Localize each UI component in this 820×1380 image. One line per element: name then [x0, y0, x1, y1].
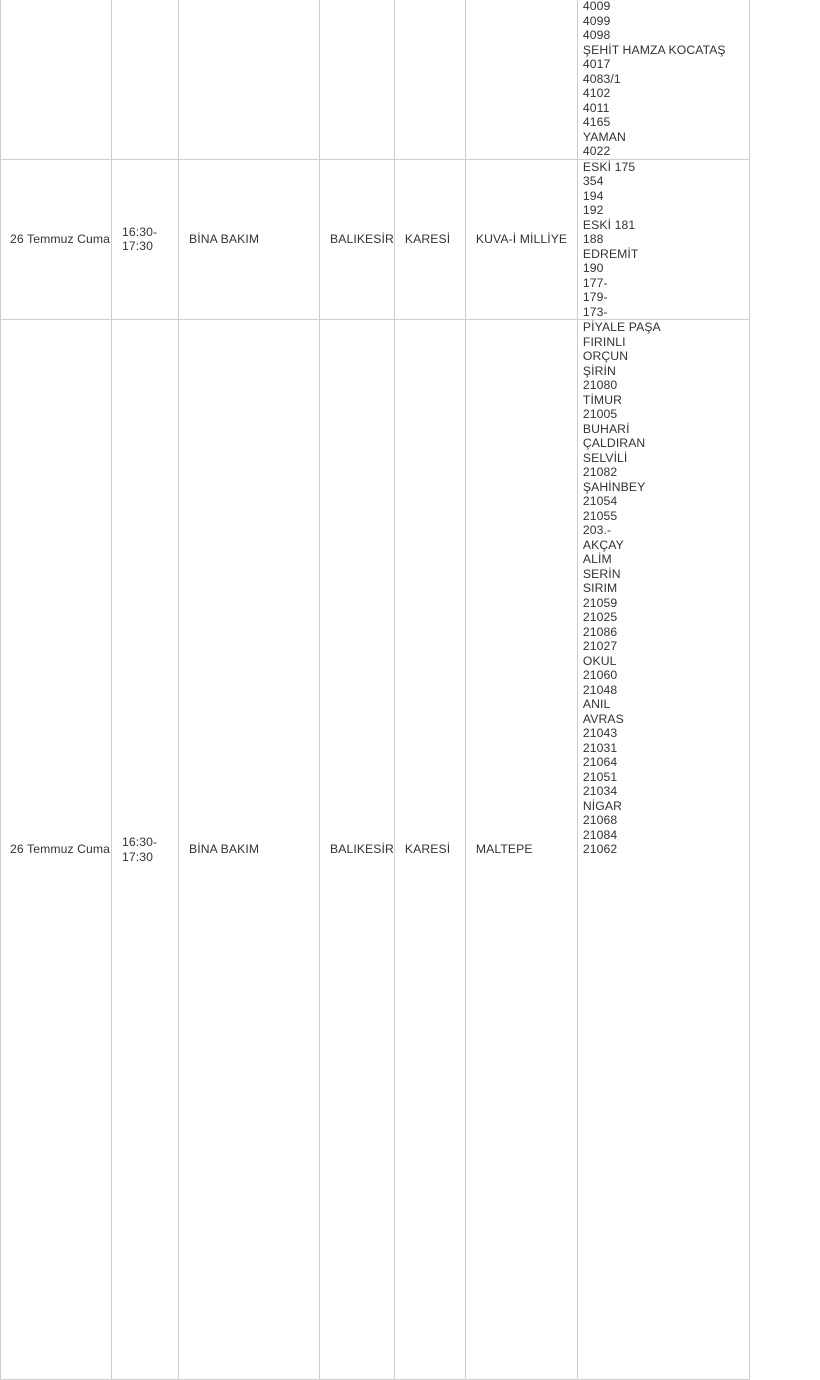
- street-name: 21025: [582, 610, 618, 624]
- street-name: 21059: [582, 595, 618, 610]
- neighborhood-cell: [465, 0, 577, 159]
- table-row: [1, 0, 750, 159]
- streets-cell: [577, 320, 749, 1380]
- street-name: BUHARİ: [582, 421, 630, 436]
- district-cell: KARESİ: [394, 159, 465, 320]
- street-name: 179-: [582, 290, 608, 304]
- street-name: 4098: [582, 28, 611, 42]
- street-name: ŞAHİNBEY: [582, 479, 646, 494]
- street-name: YAMAN: [582, 129, 626, 144]
- neighborhood-cell: KUVA-İ MİLLİYE: [465, 159, 577, 320]
- streets-cell: [577, 0, 749, 159]
- street-name: 4009: [582, 0, 611, 13]
- street-name: 4017: [582, 57, 611, 71]
- street-name: 21031: [582, 740, 618, 755]
- street-name: 21086: [582, 624, 618, 639]
- street-name: ÇALDIRAN: [582, 436, 646, 450]
- street-name: PİYALE PAŞA: [582, 320, 661, 334]
- street-name: OKUL: [582, 653, 617, 668]
- street-name: 203.-: [582, 523, 612, 537]
- date-cell: [1, 0, 112, 159]
- street-name: ESKİ 181: [582, 217, 636, 232]
- table-body: [1, 0, 750, 1380]
- street-name: ŞİRİN: [582, 363, 616, 378]
- street-name: TİMUR: [582, 392, 622, 407]
- street-name: NİGAR: [582, 798, 623, 813]
- street-name: ESKİ 175: [582, 159, 636, 174]
- street-name: AKÇAY: [582, 537, 624, 552]
- street-name: 194: [582, 188, 604, 203]
- street-name: 4022: [582, 144, 611, 158]
- reason-cell: [179, 0, 320, 159]
- street-name: 4165: [582, 115, 611, 129]
- reason-cell: BİNA BAKIM: [179, 159, 320, 320]
- street-name: AVRAS: [582, 711, 624, 726]
- street-name: 21082: [582, 465, 618, 479]
- neighborhood-cell: MALTEPE: [465, 320, 577, 1380]
- street-name: 21005: [582, 407, 618, 421]
- street-name: 4083/1: [582, 71, 621, 86]
- street-name: ALİM: [582, 552, 612, 566]
- time-cell: [112, 0, 179, 159]
- street-name: ŞEHİT HAMZA KOCATAŞ: [582, 42, 726, 57]
- street-name: 21062: [582, 842, 618, 856]
- street-name: 21043: [582, 726, 618, 740]
- province-cell: BALIKESİR: [320, 159, 395, 320]
- street-name: SERİN: [582, 566, 621, 581]
- street-name: 21068: [582, 813, 618, 827]
- street-name: SELVİLİ: [582, 450, 628, 465]
- date-cell: 26 Temmuz Cuma: [1, 159, 112, 320]
- street-name: 4099: [582, 13, 611, 28]
- district-cell: KARESİ: [394, 320, 465, 1380]
- street-name: 21054: [582, 494, 618, 508]
- street-name: 21080: [582, 378, 618, 392]
- street-name: 192: [582, 203, 604, 217]
- street-name: 173-: [582, 304, 608, 319]
- district-cell: [394, 0, 465, 159]
- time-cell: 16:30-17:30: [112, 320, 179, 1380]
- street-name: SIRIM: [582, 581, 618, 595]
- street-name: 190: [582, 261, 604, 275]
- street-name: 21051: [582, 769, 618, 784]
- street-name: 21084: [582, 827, 618, 842]
- table-row: [1, 159, 750, 320]
- street-name: 21034: [582, 784, 618, 798]
- street-name: EDREMİT: [582, 246, 639, 261]
- time-cell: 16:30-17:30: [112, 159, 179, 320]
- street-name: 4011: [582, 100, 610, 115]
- street-name: 21055: [582, 508, 618, 523]
- street-name: 21060: [582, 668, 618, 682]
- street-name: 4102: [582, 86, 611, 100]
- street-name: FIRINLI: [582, 334, 626, 349]
- street-name: 21027: [582, 639, 618, 653]
- street-name: ANIL: [582, 697, 611, 711]
- street-name: ORÇUN: [582, 349, 629, 363]
- street-name: 354: [582, 174, 604, 188]
- table-row: [1, 320, 750, 1380]
- street-name: 177-: [582, 275, 608, 290]
- reason-cell: BİNA BAKIM: [179, 320, 320, 1380]
- streets-cell: [577, 159, 749, 320]
- province-cell: BALIKESİR: [320, 320, 395, 1380]
- province-cell: [320, 0, 395, 159]
- date-cell: 26 Temmuz Cuma: [1, 320, 112, 1380]
- street-name: 21048: [582, 682, 618, 697]
- street-name: 188: [582, 232, 604, 246]
- street-name: 21064: [582, 755, 618, 769]
